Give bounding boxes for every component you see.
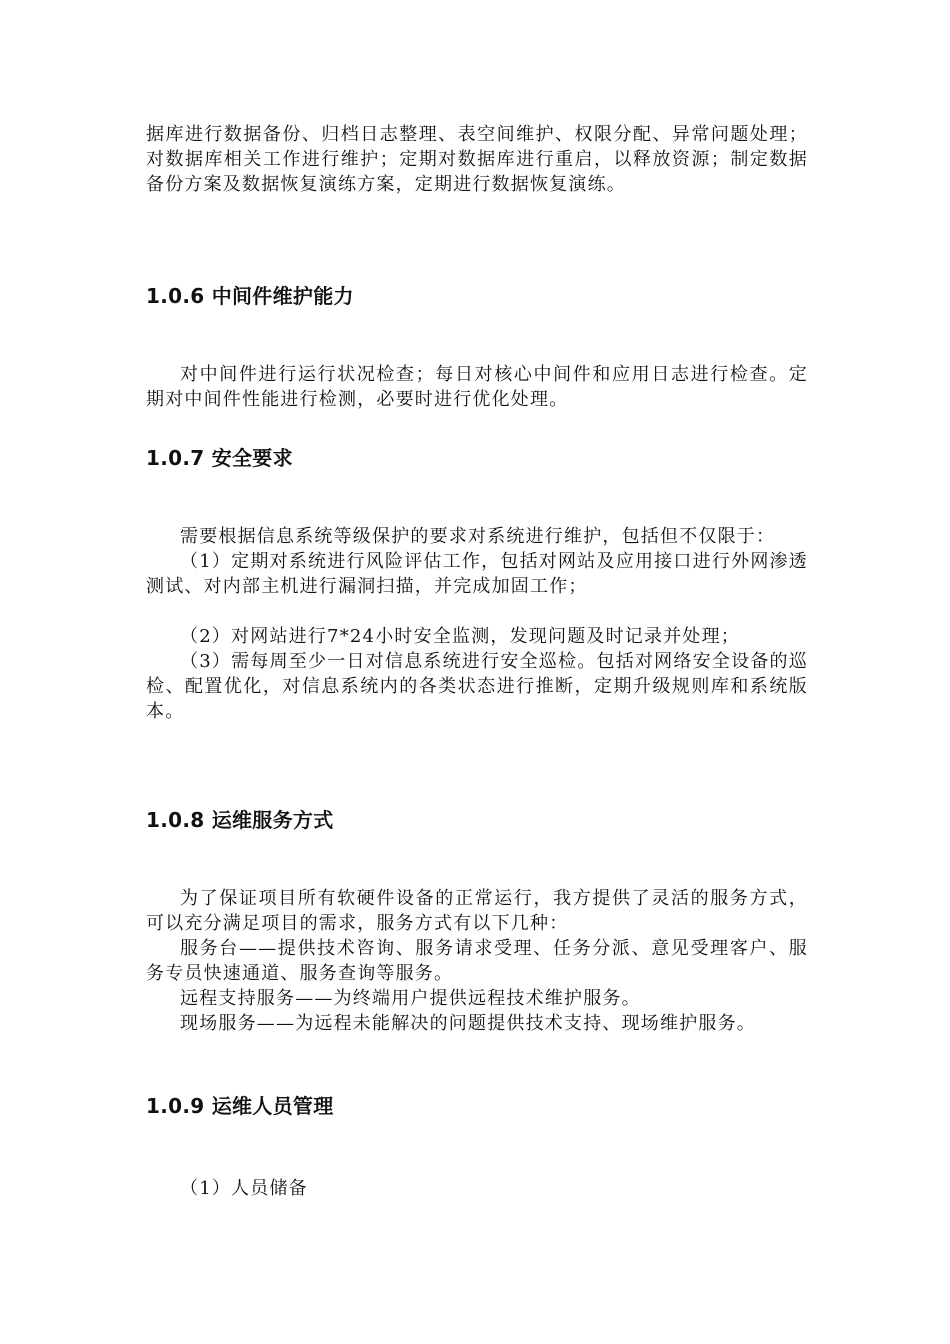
heading-1-0-9: 1.0.9 运维人员管理 bbox=[146, 1094, 334, 1118]
service-desk-paragraph: 服务台——提供技术咨询、服务请求受理、任务分派、意见受理客户、服务专员快速通道、服务查询等服务。 bbox=[146, 938, 808, 984]
service-onsite-paragraph: 现场服务——为远程未能解决的问题提供技术支持、现场维护服务。 bbox=[180, 1013, 756, 1034]
middleware-section bbox=[146, 362, 808, 412]
security-item-1: （1）定期对系统进行风险评估工作，包括对网站及应用接口进行外网渗透测试、对内部主机进行漏洞扫描，并完成加固工作； bbox=[146, 551, 808, 597]
security-item-3: （3）需每周至少一日对信息系统进行安全巡检。包括对网络安全设备的巡检、配置优化，对信息系统内的各类状态进行推断，定期升级规则库和系统版本。 bbox=[146, 651, 808, 722]
staff-section bbox=[146, 1176, 808, 1201]
service-remote-paragraph: 远程支持服务——为终端用户提供远程技术维护服务。 bbox=[180, 988, 641, 1009]
middleware-paragraph: 对中间件进行运行状况检查；每日对核心中间件和应用日志进行检查。定期对中间件性能进行检测，必要时进行优化处理。 bbox=[146, 364, 808, 410]
heading-1-0-8: 1.0.8 运维服务方式 bbox=[146, 808, 334, 832]
service-intro-paragraph: 为了保证项目所有软硬件设备的正常运行，我方提供了灵活的服务方式，可以充分满足项目的需求，服务方式有以下几种： bbox=[146, 888, 808, 934]
heading-1-0-7: 1.0.7 安全要求 bbox=[146, 446, 293, 470]
security-item-2: （2）对网站进行7*24小时安全监测，发现问题及时记录并处理； bbox=[180, 626, 741, 647]
security-section bbox=[146, 524, 808, 724]
intro-paragraph: 据库进行数据备份、归档日志整理、表空间维护、权限分配、异常问题处理；对数据库相关工作进行维护；定期对数据库进行重启，以释放资源；制定数据备份方案及数据恢复演练方案，定期进行数据恢复演练。 bbox=[146, 124, 808, 195]
intro-section bbox=[146, 122, 808, 197]
service-section bbox=[146, 886, 808, 1036]
security-intro-paragraph: 需要根据信息系统等级保护的要求对系统进行维护，包括但不仅限于： bbox=[180, 526, 776, 547]
staff-item-1: （1）人员储备 bbox=[180, 1178, 308, 1199]
heading-1-0-6: 1.0.6 中间件维护能力 bbox=[146, 284, 354, 308]
